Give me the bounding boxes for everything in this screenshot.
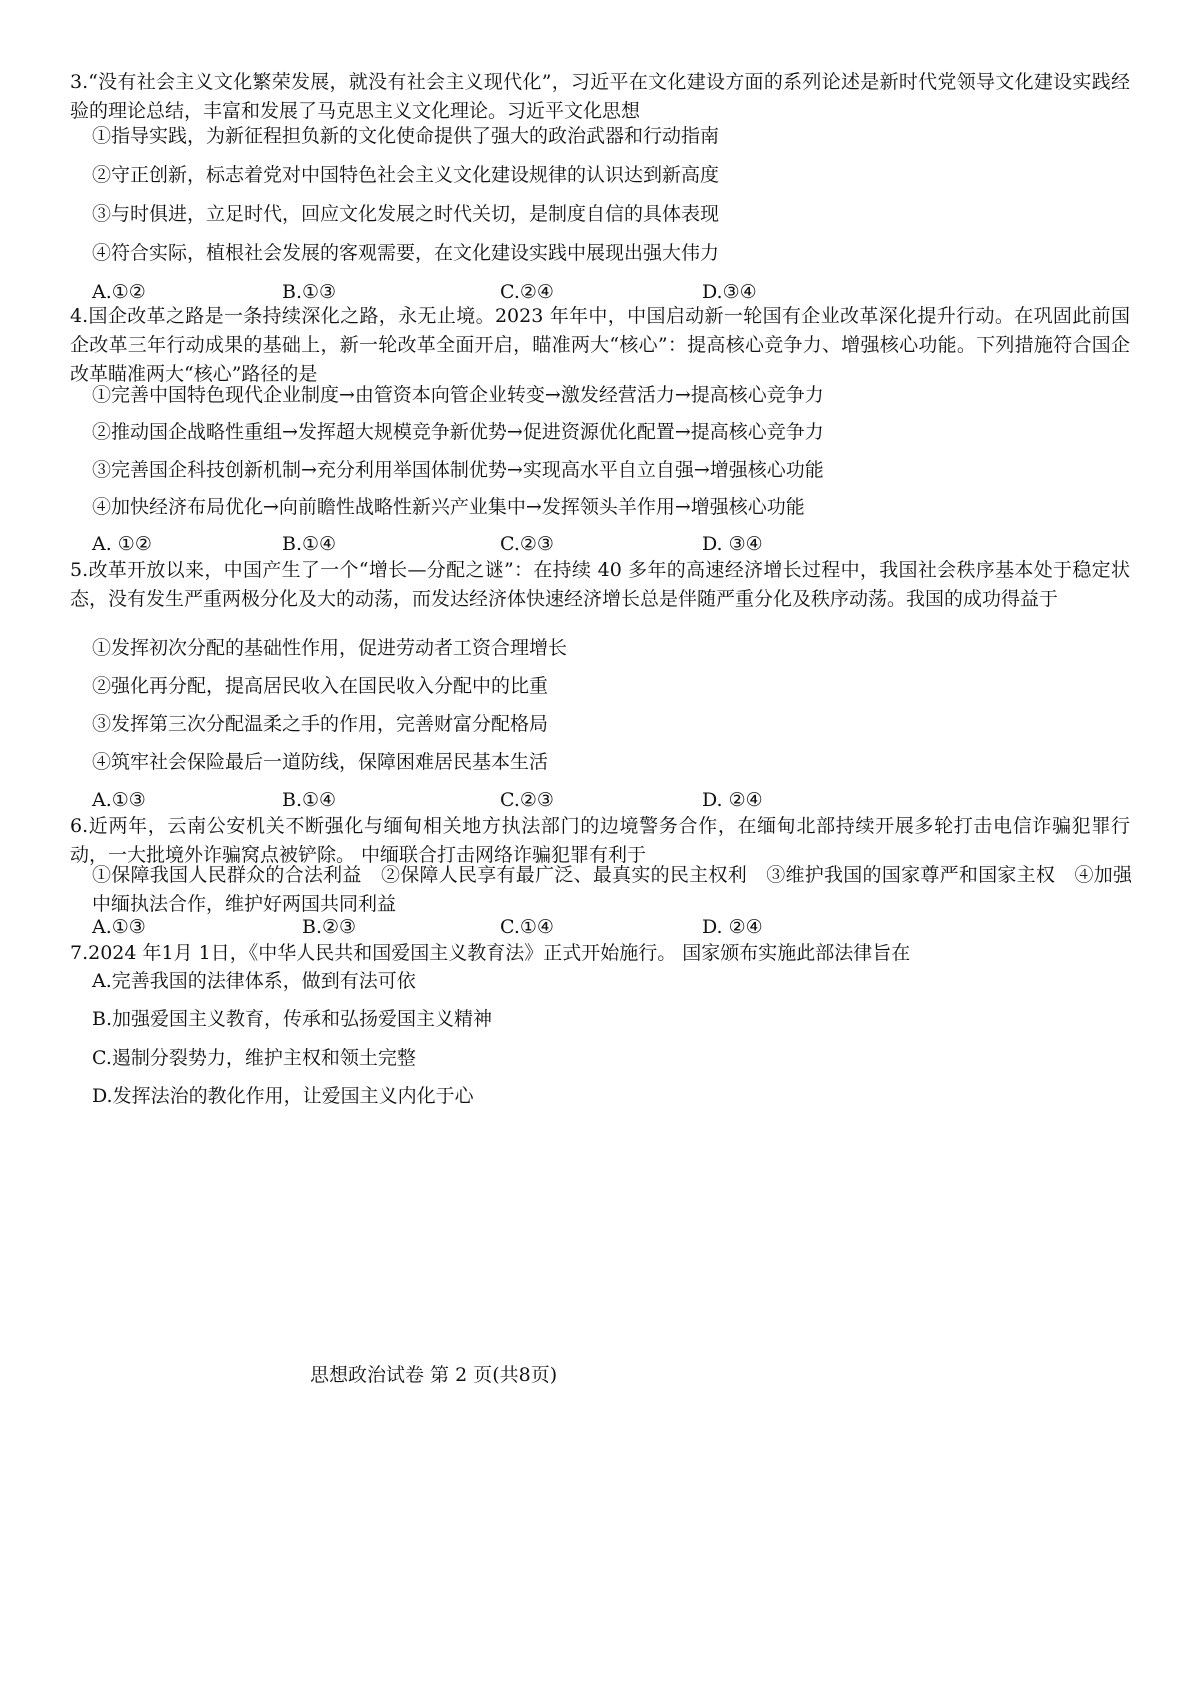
option-b[interactable]: B.①④: [282, 789, 337, 811]
question-3-item-1: ①指导实践，为新征程担负新的文化使命提供了强大的政治武器和行动指南: [92, 125, 720, 147]
option-c[interactable]: C.②④: [500, 281, 554, 303]
question-5-item-4: ④筑牢社会保险最后一道防线，保障困难居民基本生活: [92, 751, 549, 773]
option-b[interactable]: B.①③: [282, 281, 337, 303]
option-c[interactable]: C.②③: [500, 789, 554, 811]
option-a[interactable]: A.①③: [92, 916, 146, 938]
option-a[interactable]: A.①②: [92, 281, 146, 303]
option-a[interactable]: A. ①②: [92, 533, 152, 555]
question-4-item-2: ②推动国企战略性重组→发挥超大规模竞争新优势→促进资源优化配置→提高核心竞争力: [92, 421, 824, 443]
option-c[interactable]: C.②③: [500, 533, 554, 555]
option-d[interactable]: D. ②④: [702, 916, 763, 938]
question-7-option-a[interactable]: A.完善我国的法律体系，做到有法可依: [92, 970, 416, 992]
question-4-item-4: ④加快经济布局优化→向前瞻性战略性新兴产业集中→发挥领头羊作用→增强核心功能: [92, 496, 805, 518]
question-3-item-2: ②守正创新，标志着党对中国特色社会主义文化建设规律的认识达到新高度: [92, 164, 720, 186]
question-7-option-b[interactable]: B.加强爱国主义教育，传承和弘扬爱国主义精神: [92, 1008, 493, 1030]
question-5-item-1: ①发挥初次分配的基础性作用，促进劳动者工资合理增长: [92, 637, 568, 659]
question-4-stem: 4.国企改革之路是一条持续深化之路，永无止境。2023 年年中，中国启动新一轮国有企业改革深化提升行动。在巩固此前国企改革三年行动成果的基础上，新一轮改革全面开启，瞄准两大“核心”：提高核心竞争力、增强核心功能。下列措施符合国企改革瞄准两大“核心”路径的是: [70, 305, 1130, 385]
question-5-item-2: ②强化再分配，提高居民收入在国民收入分配中的比重: [92, 675, 549, 697]
question-3-item-3: ③与时俱进，立足时代，回应文化发展之时代关切，是制度自信的具体表现: [92, 203, 720, 225]
option-b[interactable]: B.①④: [282, 533, 337, 555]
question-7-option-c[interactable]: C.遏制分裂势力，维护主权和领土完整: [92, 1047, 416, 1069]
question-3-stem: 3.“没有社会主义文化繁荣发展，就没有社会主义现代化”，习近平在文化建设方面的系列论述是新时代党领导文化建设实践经验的理论总结，丰富和发展了马克思主义文化理论。习近平文化思想: [70, 71, 1130, 122]
question-5-item-3: ③发挥第三次分配温柔之手的作用，完善财富分配格局: [92, 713, 549, 735]
question-7-stem: 7.2024 年1月 1日，《中华人民共和国爱国主义教育法》正式开始施行。 国家颁布实施此部法律旨在: [70, 942, 911, 964]
question-6-options: [92, 913, 1132, 942]
option-d[interactable]: D. ③④: [702, 533, 763, 555]
option-d[interactable]: D. ②④: [702, 789, 763, 811]
question-6-items: ①保障我国人民群众的合法利益 ②保障人民享有最广泛、最真实的民主权利 ③维护我国的国家尊严和国家主权 ④加强中缅执法合作，维护好两国共同利益: [92, 864, 1132, 915]
page-number-text: 思想政治试卷 第 2 页(共8页): [310, 1364, 558, 1386]
question-6-stem: 6.近两年，云南公安机关不断强化与缅甸相关地方执法部门的边境警务合作，在缅甸北部持续开展多轮打击电信诈骗犯罪行动，一大批境外诈骗窝点被铲除。 中缅联合打击网络诈骗犯罪有利于: [70, 815, 1130, 866]
question-7-option-d[interactable]: D.发挥法治的教化作用，让爱国主义内化于心: [92, 1085, 474, 1107]
option-b[interactable]: B.②③: [302, 916, 357, 938]
question-4-item-1: ①完善中国特色现代企业制度→由管资本向管企业转变→激发经营活力→提高核心竞争力: [92, 384, 824, 406]
option-a[interactable]: A.①③: [92, 789, 146, 811]
question-3-item-4: ④符合实际，植根社会发展的客观需要，在文化建设实践中展现出强大伟力: [92, 242, 720, 264]
question-4-item-3: ③完善国企科技创新机制→充分利用举国体制优势→实现高水平自立自强→增强核心功能: [92, 459, 824, 481]
question-4-options: [92, 530, 1132, 559]
question-5-options: [92, 786, 1132, 815]
option-c[interactable]: C.①④: [500, 916, 554, 938]
option-d[interactable]: D.③④: [702, 281, 757, 303]
question-5-stem: 5.改革开放以来，中国产生了一个“增长—分配之谜”：在持续 40 多年的高速经济增长过程中，我国社会秩序基本处于稳定状态，没有发生严重两极分化及大的动荡，而发达经济体快速经济增长总是伴随严重分化及秩序动荡。我国的成功得益于: [70, 559, 1130, 610]
